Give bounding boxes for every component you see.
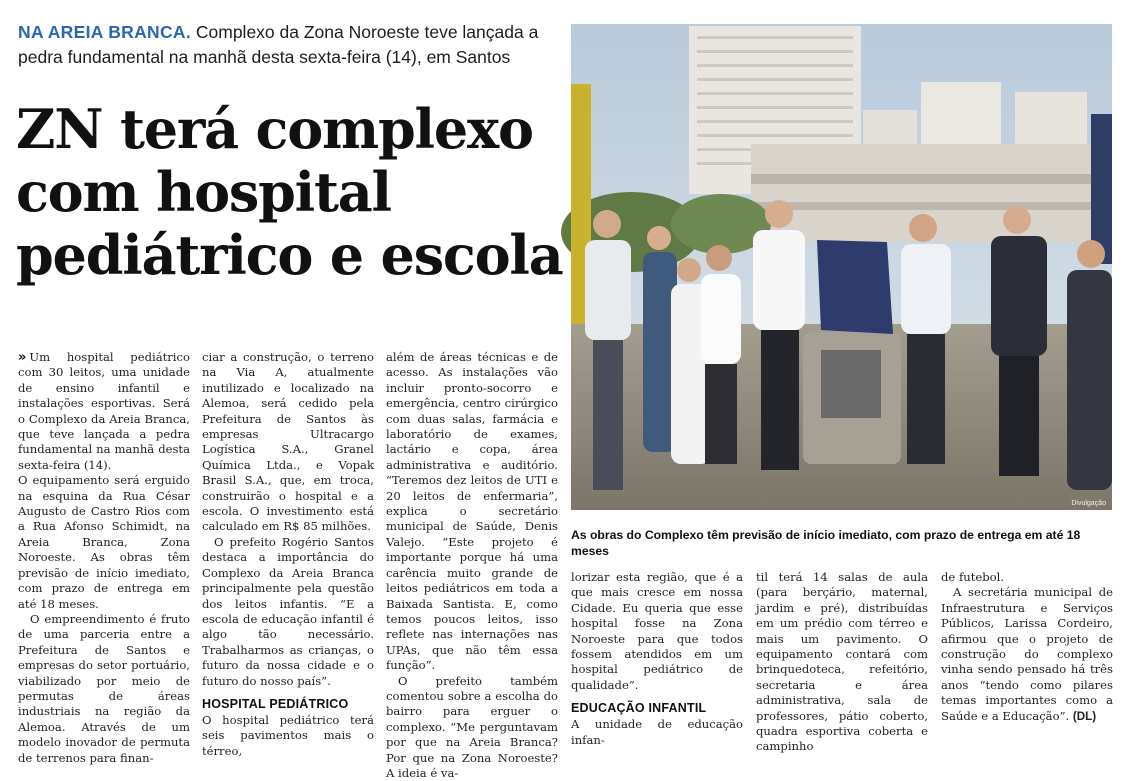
paragraph: O prefeito também comentou sobre a escolha do bairro para erguer o complexo. “Me perguntavam por que na Areia Branca? Por que na Zona Noroeste? A ideia é va- — [386, 673, 558, 780]
paragraph: ciar a construção, o terreno na Via A, atualmente inutilizado e localizado na Alemoa, será cedido pela Prefeitura de Santos às empresas Ultracargo Logística S.A., Granel Química Ltda., e Vopak Brasil S.A., que, em troca, construirão o hospital e a escola. O investimento está calculado em R$ 85 milhões. — [202, 350, 374, 534]
paragraph — [941, 585, 1113, 724]
paragraph: O equipamento será erguido na esquina da Rua César Augusto de Castro Rios com a Rua Afonso Schimidt, na Areia Branca, Zona Noroeste. As obras têm previsão de início imediato, com prazo de entrega em até 18 meses. — [18, 473, 190, 611]
photo-caption: As obras do Complexo têm previsão de início imediato, com prazo de entrega em até 18 meses — [571, 528, 1081, 558]
paragraph: O hospital pediátrico terá seis pavimentos mais o térreo, — [202, 712, 374, 758]
paragraph — [18, 350, 190, 473]
subhead-education: EDUCAÇÃO INFANTIL — [571, 701, 707, 716]
kicker-text: Complexo da Zona Noroeste teve lançada a pedra fundamental na manhã desta sexta-feira (14), em Santos — [18, 22, 539, 67]
photo-credit: Divulgação — [1071, 500, 1106, 507]
subhead-hospital: HOSPITAL PEDIÁTRICO — [202, 696, 349, 711]
article-column-4 — [571, 570, 743, 751]
paragraph: de futebol. — [941, 570, 1005, 584]
article-body — [0, 350, 1131, 780]
paragraph: O empreendimento é fruto de uma parceria entre a Prefeitura de Santos e empresas do setor portuário, viabilizado por meio de permutas de áreas industriais na região da Alemoa. Através de um modelo inovador de permuta de terrenos para finan- — [18, 611, 190, 765]
author-signature: (DL) — [1072, 709, 1097, 723]
headline-line-3: pediátrico e escola — [16, 223, 563, 287]
headline — [16, 98, 566, 287]
paragraph: além de áreas técnicas e de acesso. As instalações vão incluir pronto-socorro e emergência, centro cirúrgico com duas salas, farmácia e laboratório de exames, lactário e copa, área administrativa e auditório. “Teremos dez leitos de UTI e 20 leitos de enfermaria”, explica o secretário municipal de Saúde, Denis Valejo. “Este projeto é importante porque há uma carência muito grande de leitos pediátricos em toda a Baixada Santista. E, como temos poucos leitos, isso reflete nas internações nas UPAs, que não têm essa função”. — [386, 350, 558, 673]
article-column-5 — [756, 570, 928, 754]
kicker — [18, 20, 563, 70]
article-column-1 — [18, 350, 190, 765]
article-column-3 — [386, 350, 558, 780]
lead-arrow-icon: » — [18, 350, 27, 365]
paragraph: til terá 14 salas de aula (para berçário, maternal, jardim e pré), distribuídas em um prédio com térreo e mais um pavimento. O equipamento contará com brinquedoteca, refeitório, secretaria e área administrativa, sala de professores, pátio coberto, quadra esportiva coberta e campinho — [756, 570, 928, 754]
paragraph-text: A secretária municipal de Infraestrutura e Serviços Públicos, Larissa Cordeiro, afirmou que o projeto de construção do complexo vinha sendo pensado há três anos “tendo como pilares temas importantes como a Saúde e a Educação”. — [941, 585, 1113, 723]
paragraph-text: Um hospital pediátrico com 30 leitos, uma unidade de ensino infantil e instalações esportivas. Será o Complexo da Areia Branca, que teve lançada a pedra fundamental na manhã desta sexta-feira (14). — [18, 350, 190, 472]
paragraph: lorizar esta região, que é a que mais cresce em nossa Cidade. Eu queria que esse hospital fosse na Zona Noroeste para que todos fossem atendidos em um hospital pediátrico de qualidade”. — [571, 570, 743, 692]
article-column-2 — [202, 350, 374, 758]
paragraph: A unidade de educação infan- — [571, 717, 743, 747]
headline-line-1: ZN terá complexo — [16, 97, 533, 161]
paragraph: O prefeito Rogério Santos destaca a importância do Complexo da Areia Branca principalmente pela questão dos leitos infantis. “E a escola de educação infantil é algo tão necessário. Trabalharmos as crianças, o futuro da nossa cidade e o futuro do nosso país”. — [202, 534, 374, 688]
article-column-6 — [941, 570, 1113, 751]
headline-line-2: com hospital — [16, 160, 391, 224]
kicker-tag: NA AREIA BRANCA. — [18, 22, 191, 42]
